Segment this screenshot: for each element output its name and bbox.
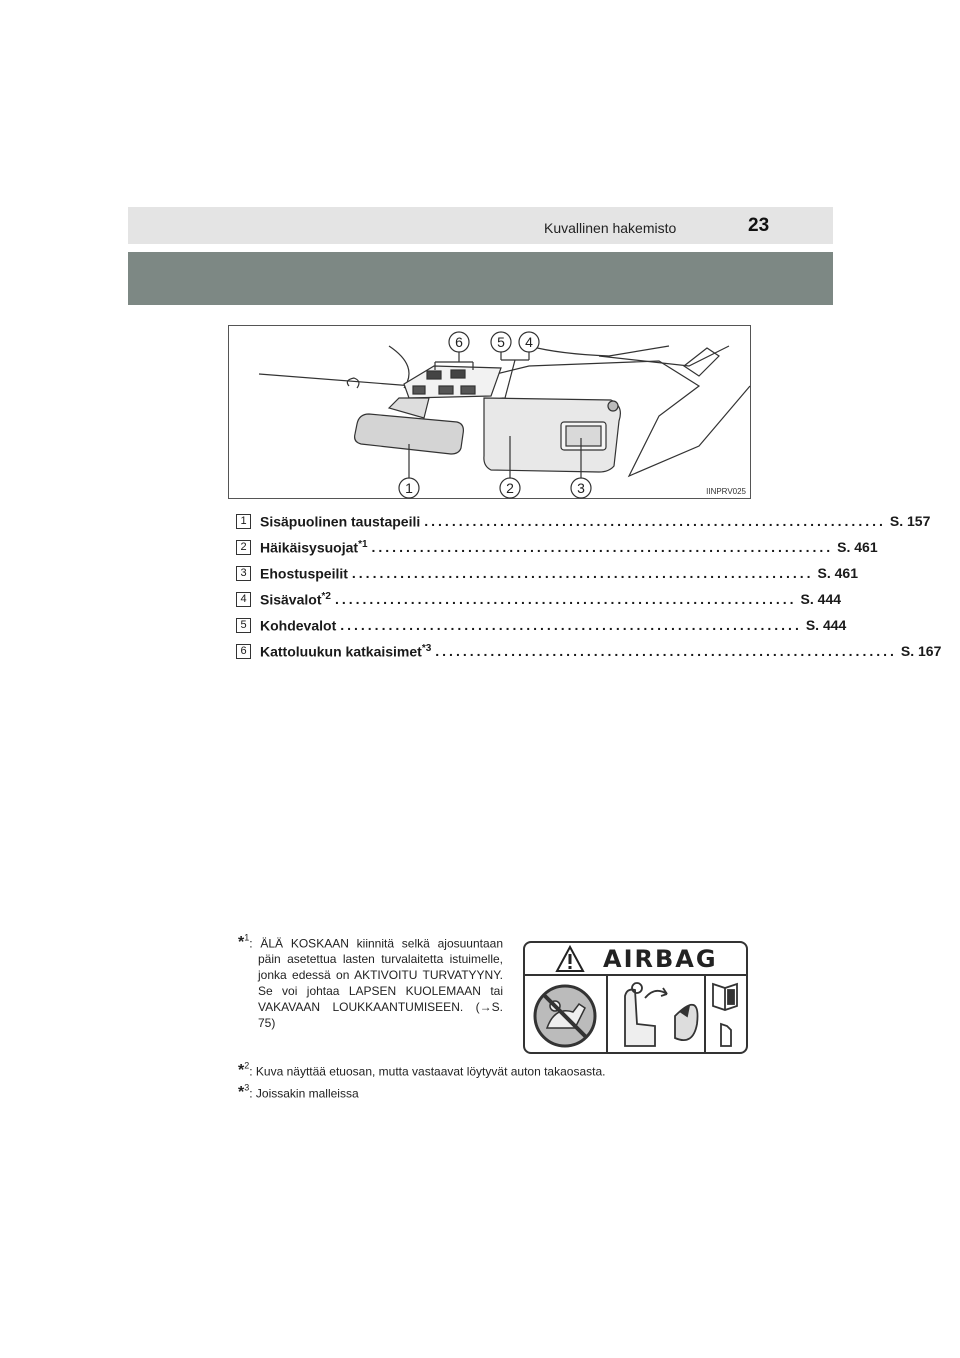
footnote-marker: *$^1$ [238,933,250,952]
callout-2: 2 [506,480,514,496]
callout-3: 3 [577,480,585,496]
figure-code: IINPRV025 [706,487,746,496]
airbag-title: AIRBAG [603,945,718,973]
page-number: 23 [748,215,770,236]
dot-leader: ................................................................... [371,539,834,555]
header-title: Kuvallinen hakemisto [544,220,677,236]
section-band [128,252,833,305]
read-manual-icon [713,984,737,1046]
item-label: Häikäisysuojat$^{*1}$ [260,538,368,556]
item-label: Kohdevalot [260,617,337,634]
item-label: Sisävalot$^{*2}$ [260,590,331,608]
list-item [236,560,858,586]
list-item [236,534,878,560]
footnote-marker: *$^2$ [238,1061,250,1080]
dot-leader: ................................................................... [435,643,897,659]
item-page: S. 461 [817,565,858,581]
item-page: S. 461 [837,539,878,555]
airbag-warning-label [523,941,748,1054]
dot-leader: ................................................................... [334,591,797,607]
footnote-3-text: : Joissakin malleissa [249,1086,359,1101]
item-number: 4 [236,592,251,607]
item-page: S. 167 [900,643,942,659]
footnote-marker: *$^3$ [238,1083,250,1102]
callout-6: 6 [455,334,463,350]
callout-4: 4 [525,334,533,350]
item-number: 1 [236,514,251,529]
seat-airbag-icon [625,983,698,1046]
item-label: Sisäpuolinen taustapeili [260,513,421,530]
item-number: 2 [236,540,251,555]
item-label: Kattoluukun katkaisimet$^{*3}$ [260,642,432,660]
dot-leader: ................................................................... [424,513,886,529]
list-item [236,508,931,534]
item-number: 3 [236,566,251,581]
item-list [236,508,942,664]
list-item [236,612,847,638]
footnote-3 [238,1080,738,1101]
airbag-pictograms [525,976,746,1054]
list-item [236,586,842,612]
airbag-label-header [525,943,746,976]
item-number: 6 [236,644,251,659]
footnote-2 [238,1058,738,1079]
footnote-1 [238,930,503,1031]
item-number: 5 [236,618,251,633]
item-page: S. 444 [800,591,842,607]
interior-illustration [228,325,751,499]
item-page: S. 157 [889,513,931,529]
dot-leader: ................................................................... [351,565,814,581]
interior-drawing [229,326,750,498]
callout-5: 5 [497,334,505,350]
footnote-2-text: : Kuva näyttää etuosan, mutta vastaavat löytyvät auton takaosasta. [249,1064,606,1079]
footnote-1-text: : ÄLÄ KOSKAAN kiinnitä selkä ajosuuntaan päin asetettua lasten turvalaitetta istuimelle, jonka edessä on AKTIVOITU TURVATYYNY. Se voi johtaa LAPSEN KUOLEMAAN tai VAKAVAAN LOUKKAANTUMISEEN. (→S. 75) [249,936,503,1031]
item-page: S. 444 [805,617,847,633]
no-rear-facing-seat-icon [535,986,595,1046]
warning-triangle-icon [555,945,585,973]
dot-leader: ................................................................... [340,617,802,633]
header-bar [128,207,833,244]
callout-1: 1 [405,480,413,496]
item-label: Ehostuspeilit [260,565,348,582]
list-item [236,638,942,664]
